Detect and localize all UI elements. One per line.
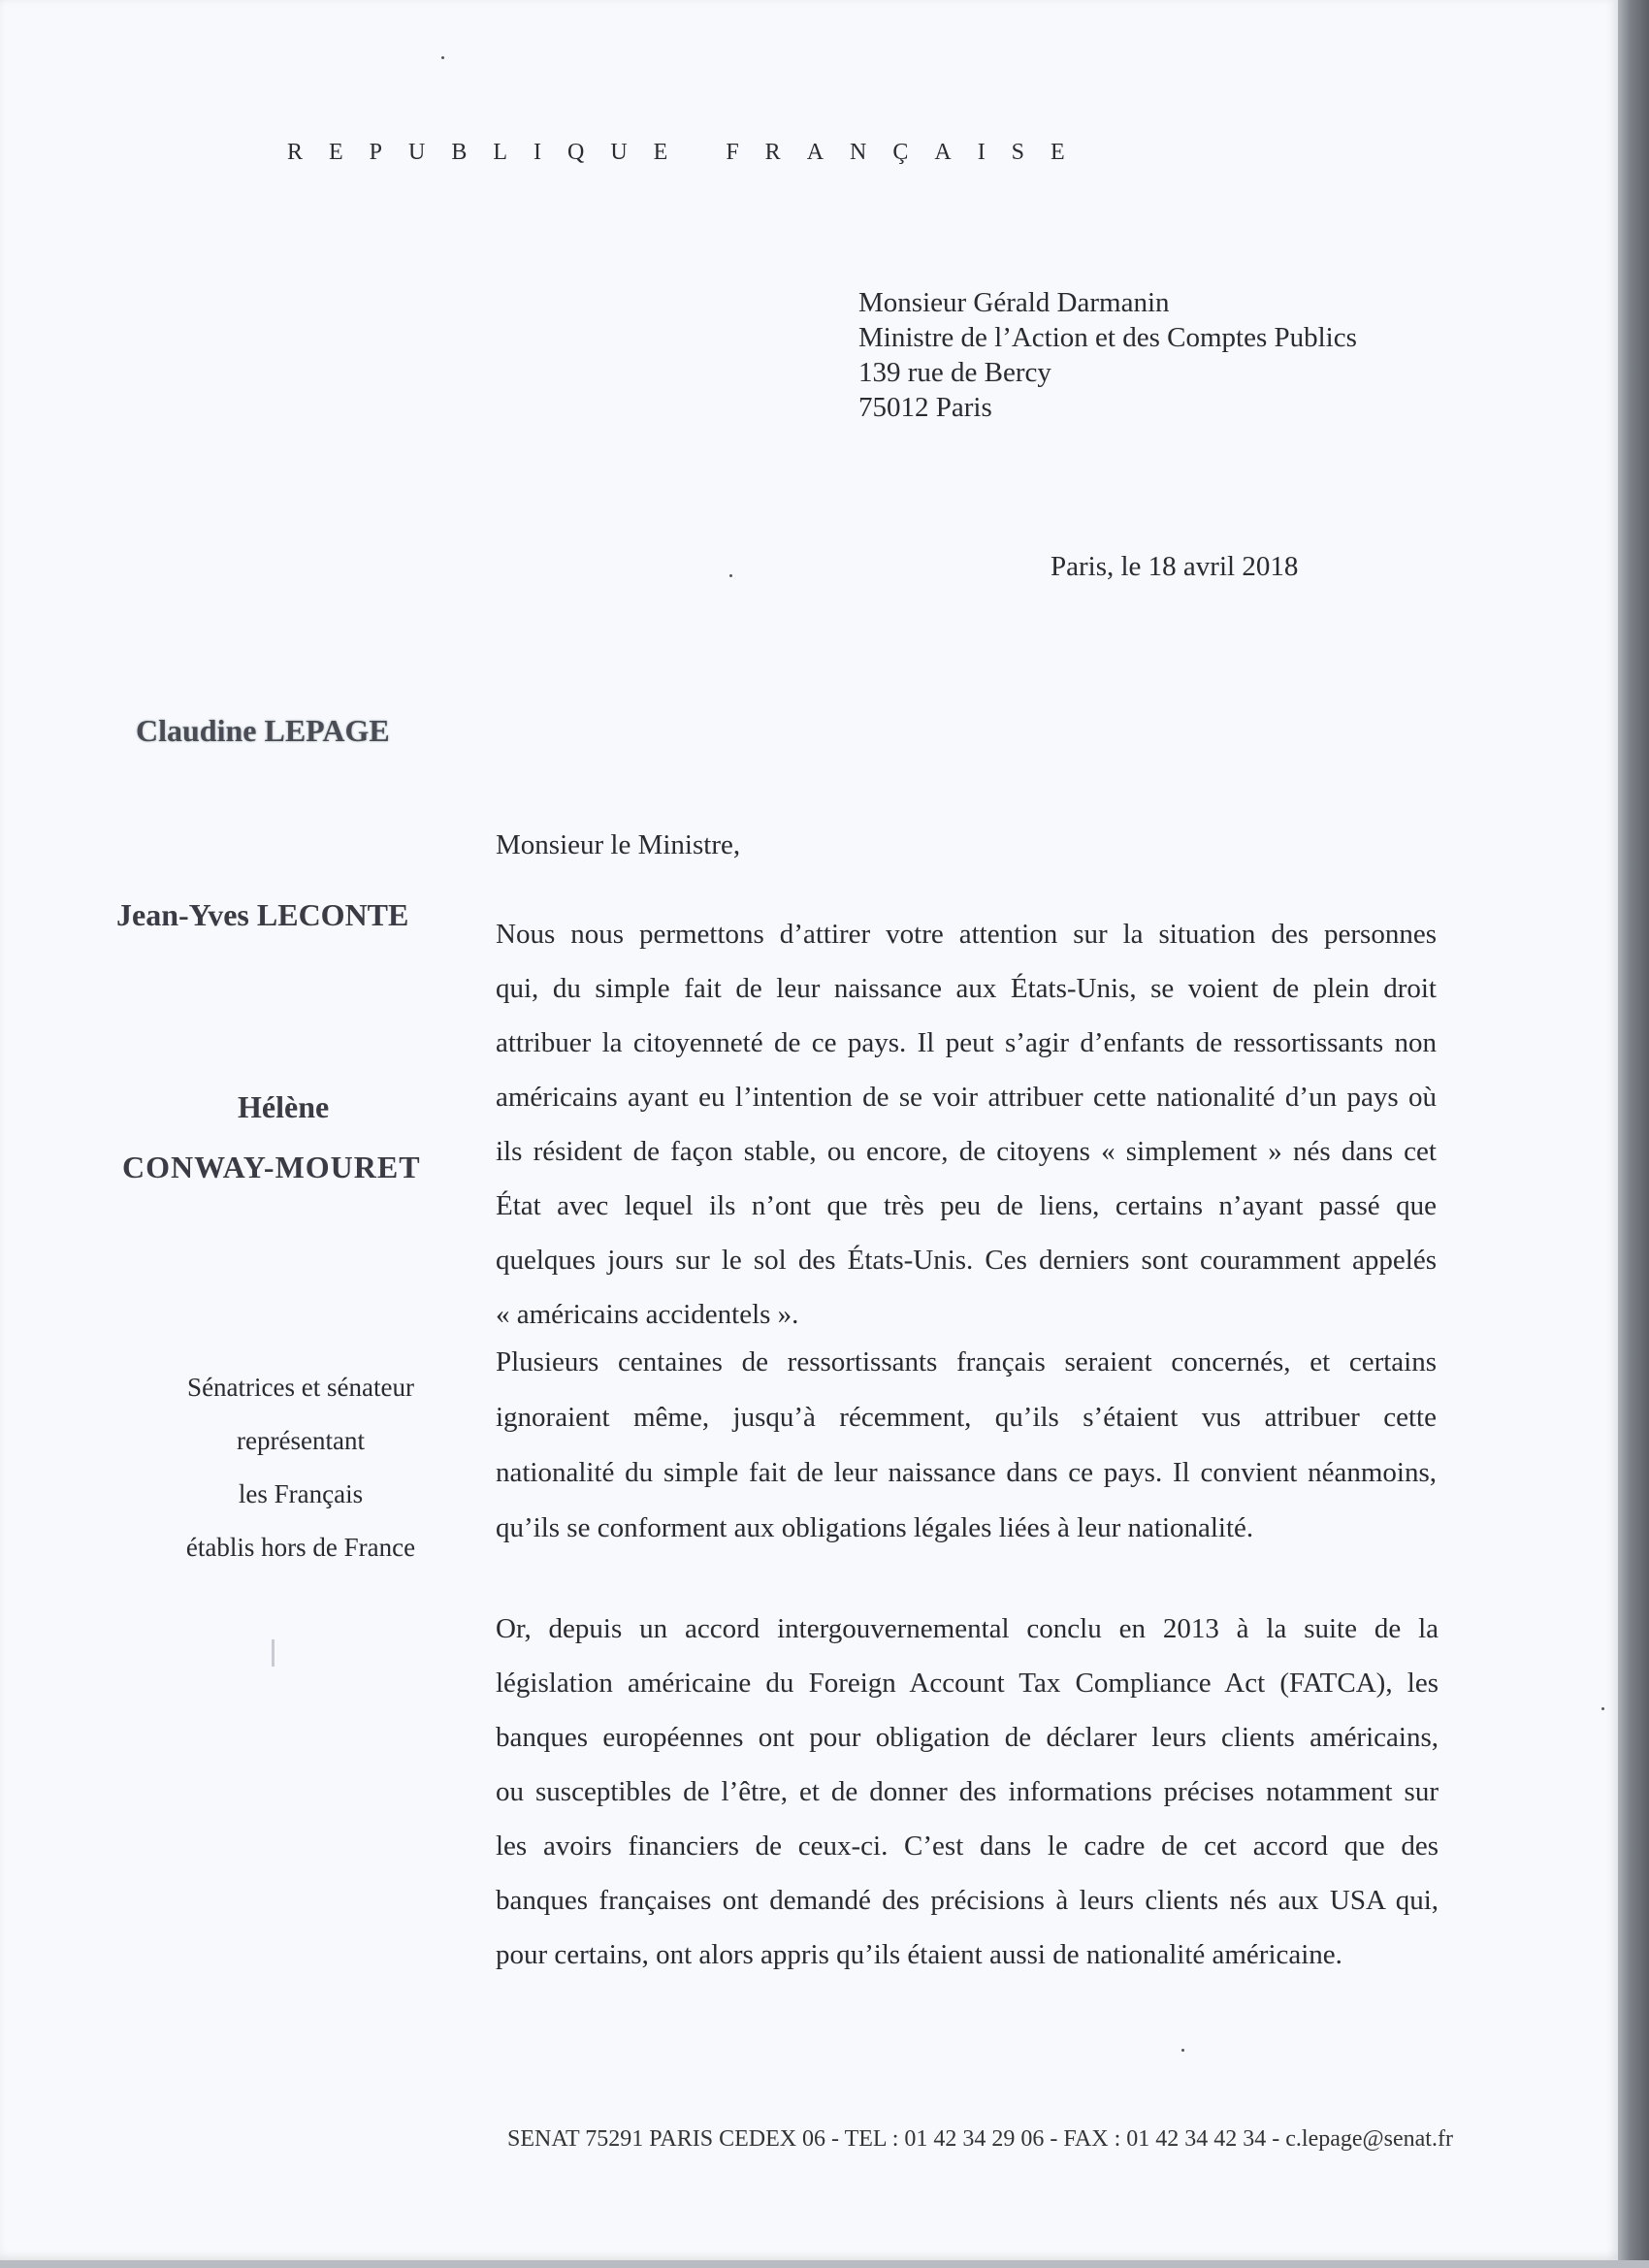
scan-speck	[1601, 1707, 1604, 1710]
text-line: qu’ils se conforment aux obligations légales liées à leur nationalité.	[496, 1512, 1254, 1543]
letter-paragraph-2	[496, 1335, 1437, 1556]
text-line: ignoraient même, jusqu’à récemment, qu’ils s’étaient vus attribuer cette	[496, 1402, 1437, 1433]
text-line: nationalité du simple fait de leur naissance dans ce pays. Il convient néanmoins,	[496, 1457, 1437, 1488]
senator-name-lepage: Claudine LEPAGE	[136, 713, 390, 748]
text-line: Or, depuis un accord intergouvernemental conclu en 2013 à la suite de la	[496, 1613, 1439, 1644]
text-line: banques françaises ont demandé des précisions à leurs clients nés aux USA qui,	[496, 1885, 1439, 1916]
senators-role	[136, 1361, 466, 1574]
letter-salutation: Monsieur le Ministre,	[496, 829, 741, 860]
text-line: banques européennes ont pour obligation de déclarer leurs clients américains,	[496, 1722, 1439, 1753]
recipient-title: Ministre de l’Action et des Comptes Publics	[858, 322, 1357, 353]
letter-footer: SENAT 75291 PARIS CEDEX 06 - TEL : 01 42 34 29 06 - FAX : 01 42 34 42 34 - c.lepage@senat.fr	[507, 2126, 1453, 2152]
text-line: américains ayant eu l’intention de se voir attribuer cette nationalité d’un pays où	[496, 1082, 1437, 1113]
scan-speck	[729, 574, 732, 577]
senator-name-leconte: Jean-Yves LECONTE	[116, 897, 409, 932]
letter-paragraph-1	[496, 907, 1437, 1342]
text-line: ils résident de façon stable, ou encore, de citoyens « simplement » nés dans cet	[496, 1136, 1437, 1167]
scan-speck	[1181, 2049, 1184, 2052]
text-line: pour certains, ont alors appris qu’ils étaient aussi de nationalité américaine.	[496, 1939, 1342, 1970]
recipient-address	[858, 285, 1357, 425]
role-line: établis hors de France	[185, 1533, 416, 1562]
scan-edge-bottom	[0, 2260, 1649, 2268]
scan-edge-right	[1618, 0, 1649, 2268]
role-line: les Français	[238, 1479, 364, 1508]
letterhead-republic: REPUBLIQUE FRANÇAISE	[287, 140, 1091, 165]
text-line: législation américaine du Foreign Account Tax Compliance Act (FATCA), les	[496, 1668, 1439, 1699]
scan-speck	[441, 56, 444, 59]
role-line: représentant	[237, 1426, 365, 1455]
text-line: « américains accidentels ».	[496, 1299, 799, 1330]
text-line: ou susceptibles de l’être, et de donner des informations précises notamment sur	[496, 1776, 1439, 1807]
text-line: quelques jours sur le sol des États-Unis. Ces derniers sont couramment appelés	[496, 1245, 1437, 1276]
senator-firstname-conway-mouret: Hélène	[238, 1089, 330, 1124]
recipient-name: Monsieur Gérald Darmanin	[858, 287, 1170, 318]
text-line: les avoirs financiers de ceux-ci. C’est dans le cadre de cet accord que des	[496, 1831, 1439, 1862]
recipient-street: 139 rue de Bercy	[858, 357, 1051, 388]
scan-margin-mark	[272, 1639, 275, 1667]
letter-paragraph-3	[496, 1602, 1439, 1982]
text-line: qui, du simple fait de leur naissance aux États-Unis, se voient de plein droit	[496, 973, 1437, 1004]
text-line: État avec lequel ils n’ont que très peu de liens, certains n’ayant passé que	[496, 1190, 1437, 1221]
role-line: Sénatrices et sénateur	[187, 1373, 414, 1402]
letter-date: Paris, le 18 avril 2018	[1051, 551, 1299, 582]
senator-lastname-conway-mouret: CONWAY-MOURET	[122, 1150, 421, 1184]
text-line: attribuer la citoyenneté de ce pays. Il peut s’agir d’enfants de ressortissants non	[496, 1027, 1437, 1058]
text-line: Nous nous permettons d’attirer votre attention sur la situation des personnes	[496, 919, 1437, 950]
text-line: Plusieurs centaines de ressortissants français seraient concernés, et certains	[496, 1346, 1437, 1377]
recipient-city: 75012 Paris	[858, 392, 992, 423]
